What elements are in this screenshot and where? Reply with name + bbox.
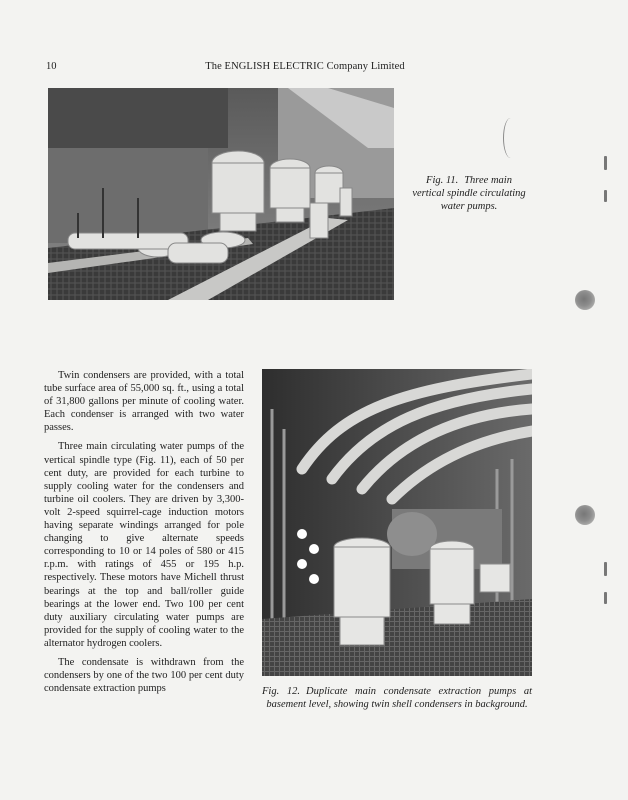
figure-12-caption: [262, 685, 532, 711]
edge-mark: [604, 156, 607, 170]
pencil-mark: [503, 118, 518, 158]
figure-12-label: Fig. 12.: [262, 686, 300, 697]
punch-hole: [575, 290, 595, 310]
edge-mark: [604, 190, 607, 202]
running-header: The ENGLISH ELECTRIC Company Limited: [205, 61, 405, 72]
paragraph: The condensate is withdrawn from the condensers by one of the two 100 per cent duty condensate extraction pumps: [44, 656, 244, 695]
body-text: [44, 369, 244, 701]
paragraph: Three main circulating water pumps of the vertical spindle type (Fig. 11), each of 50 per cent duty, are provided for each turbine to supply cooling water for the condensers and turbine oil coolers. They are driven by 3,300-volt 2-speed squirrel-cage induction motors having separate windings arranged for pole changing to give alternate speeds corresponding to 10 or 14 poles of 580 or 415 r.p.m. with ratings of 455 or 195 h.p. respectively. These motors have Michell thrust bearings at the top and ball/roller guide bearings at the lower end. Two 100 per cent duty auxiliary circulating water pumps are provided for the supply of cooling water to the alternator hydrogen coolers.: [44, 441, 244, 649]
figure-11-caption: [410, 174, 528, 213]
photo-circulating-water-pumps: [48, 88, 394, 300]
paragraph: Twin condensers are provided, with a total tube surface area of 55,000 sq. ft., using a total of 31,800 gallons per minute of cooling water. Each condenser is arranged with two water passes.: [44, 370, 244, 434]
edge-mark: [604, 562, 607, 576]
photo-condensate-extraction-pumps: [262, 369, 532, 676]
edge-mark: [604, 592, 607, 604]
figure-11-label: Fig. 11.: [426, 175, 459, 186]
figure-11-caption-text: Three main vertical spindle circulating water pumps.: [412, 175, 526, 212]
page-number: 10: [46, 61, 57, 72]
figure-12-caption-text: Duplicate main condensate extraction pumps at basement level, showing twin shell condensers in background.: [266, 686, 532, 710]
punch-hole: [575, 505, 595, 525]
